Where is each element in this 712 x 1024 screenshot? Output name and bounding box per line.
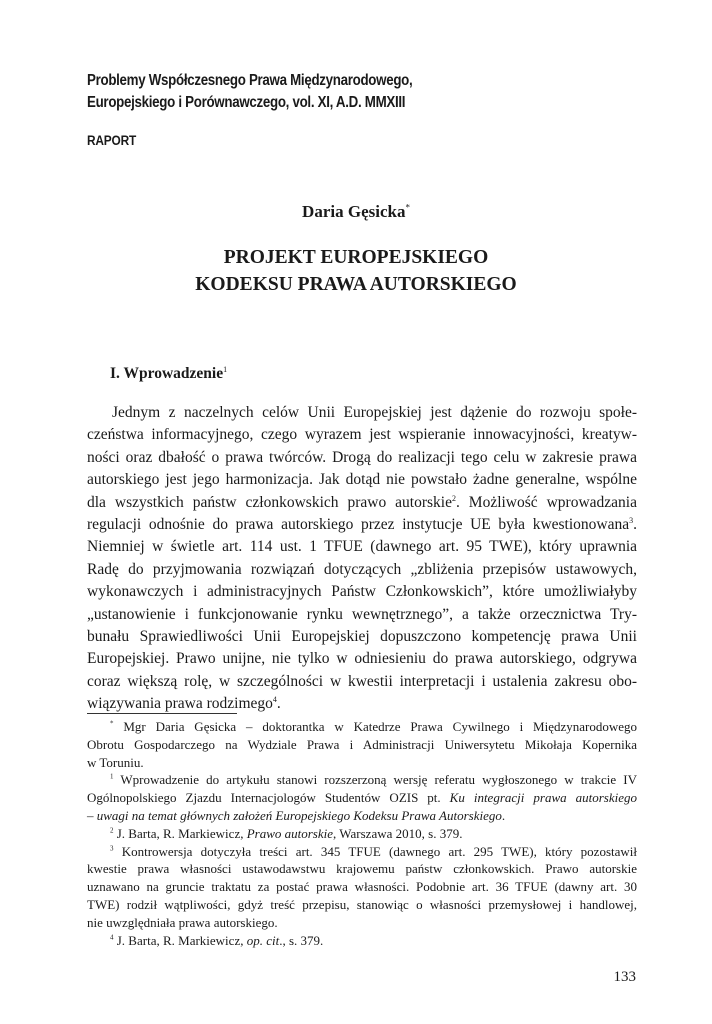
footnote-line: w Toruniu. bbox=[87, 754, 144, 770]
body-text: dla wszystkich państw członkowskich prawo autorskie bbox=[87, 493, 452, 511]
body-line bbox=[87, 514, 637, 536]
footnote-mark: 3 bbox=[110, 844, 114, 853]
body-line: coraz większą rolę, w szczególności w kwestii interpretacji i ustalenia zakresu obo- bbox=[87, 672, 637, 690]
footnote-line bbox=[87, 789, 637, 807]
footnote-line: Obrotu Gospodarczego na Wydziale Prawa i Administracji Uniwersytetu Mikołaja Kopernika bbox=[87, 736, 637, 752]
section-heading bbox=[110, 365, 227, 383]
footnote-line bbox=[87, 807, 637, 825]
page-number: 133 bbox=[613, 969, 636, 985]
body-text: . Możliwość wprowadzania bbox=[455, 493, 637, 511]
footnote-italic-text: op. cit bbox=[246, 932, 280, 948]
body-line: Jednym z naczelnych celów Unii Europejskiej jest dążenie do rozwoju społe- bbox=[112, 404, 637, 421]
footnote-mark: 2 bbox=[110, 826, 114, 835]
article-title-line-2: KODEKSU PRAWA AUTORSKIEGO bbox=[195, 274, 517, 295]
footnote-italic-text: – uwagi na temat głównych założeń Europejskiego Kodeksu Prawa Autorskiego bbox=[87, 807, 502, 823]
author-name bbox=[0, 202, 712, 222]
body-text: wiązywania prawa rodzimego bbox=[87, 695, 273, 713]
author-name-text: Daria Gęsicka bbox=[302, 202, 406, 221]
journal-header bbox=[87, 70, 646, 114]
footnote-text: Ogólnopolskiego Zjazdu Internacjologów Studentów OZIS pt. bbox=[87, 790, 450, 806]
footnote-line bbox=[87, 843, 637, 861]
footnote-ref-3: 3 bbox=[629, 515, 634, 525]
author-footnote-mark: * bbox=[405, 202, 410, 213]
footnotes bbox=[87, 718, 637, 949]
footnote-text: ., s. 379. bbox=[279, 932, 324, 948]
body-line: Niemniej w świetle art. 114 ust. 1 TFUE (dawnego art. 95 TWE), który uprawnia bbox=[87, 538, 637, 556]
journal-title-line-1: Problemy Współczesnego Prawa Międzynarodowego, bbox=[87, 72, 413, 89]
footnote-italic-text: Ku integracji prawa autorskiego bbox=[449, 790, 637, 806]
footnote-text: Mgr Daria Gęsicka – doktorantka w Katedrze Prawa Cywilnego i Międzynarodowego bbox=[113, 719, 637, 734]
footnote-text: Wprowadzenie do artykułu stanowi rozszerzoną wersję referatu wygłoszonego w trakcie IV bbox=[113, 772, 637, 788]
footnote-text: Kontrowersja dotyczyła treści art. 345 TFUE (dawnego art. 295 TWE), który pozostawił bbox=[113, 843, 637, 859]
section-footnote-mark: 1 bbox=[223, 365, 228, 374]
body-text: . bbox=[276, 695, 281, 713]
body-paragraph bbox=[87, 402, 637, 715]
footnote-italic-text: Prawo autorskie bbox=[246, 825, 334, 841]
footnote-ref-2: 2 bbox=[451, 493, 456, 503]
body-text: regulacji odnośnie do prawa autorskiego przez instytucje UE była kwestionowana bbox=[87, 515, 630, 533]
footnote-line bbox=[87, 771, 637, 789]
footnote-line bbox=[87, 718, 637, 736]
footnote-text: J. Barta, R. Markiewicz, bbox=[113, 825, 247, 841]
footnote-text: , Warszawa 2010, s. 379. bbox=[333, 825, 463, 841]
section-heading-text: I. Wprowadzenie bbox=[110, 365, 224, 383]
section-rubric: RAPORT bbox=[87, 133, 137, 148]
footnote-ref-4: 4 bbox=[272, 694, 277, 704]
body-line: Europejskiej. Prawo unijne, nie tylko w odniesieniu do prawa autorskiego, odgrywa bbox=[87, 650, 637, 668]
footnote-line bbox=[87, 932, 637, 950]
footnote-line: nie uwzględniała prawa autorskiego. bbox=[87, 914, 278, 930]
body-line: Radę do przyjmowania rozwiązań dotyczących „zbliżenia przepisów ustawowych, bbox=[87, 560, 637, 578]
body-line: autorskiego jest jego harmonizacja. Jak dotąd nie powstało żadne generalne, wspólne bbox=[87, 471, 637, 489]
body-text: . bbox=[633, 515, 637, 533]
body-line: „ustanowienie i funkcjonowanie rynku wewnętrznego”, a także orzecznictwa Try- bbox=[87, 605, 637, 623]
body-line: ności oraz dbałość o prawa twórców. Drogą do realizacji tego celu w zakresie prawa bbox=[87, 448, 637, 466]
footnote-line: TWE) rodził wątpliwości, gdyż treść przepisu, stanowiąc o własności przemysłowej i handlowej, bbox=[87, 896, 637, 912]
body-line: czeństwa informacyjnego, czego wyrazem jest wspieranie innowacyjności, kreatyw- bbox=[87, 426, 637, 444]
body-line bbox=[87, 492, 637, 514]
footnote-mark: 4 bbox=[110, 933, 114, 942]
article-title bbox=[0, 244, 712, 298]
article-title-line-1: PROJEKT EUROPEJSKIEGO bbox=[223, 247, 489, 268]
body-line: wykonawczych i administracyjnych Państw Członkowskich”, które umożliwiałyby bbox=[87, 583, 637, 601]
footnote-line: uznawano na gruncie traktatu za postać prawa własności. Podobnie art. 36 TFUE (dawny art. 30 bbox=[87, 879, 637, 895]
footnote-separator bbox=[87, 713, 237, 714]
footnote-text: . bbox=[501, 807, 506, 823]
footnote-mark: * bbox=[110, 719, 114, 728]
footnote-line: kwestie prawa własności ustawodawstwu krajowemu państw członkowskich. Prawo autorskie bbox=[87, 861, 637, 877]
footnote-line bbox=[87, 825, 637, 843]
journal-title-line-2: Europejskiego i Porównawczego, vol. XI, A.D. MMXIII bbox=[87, 94, 406, 111]
footnote-mark: 1 bbox=[110, 773, 114, 782]
footnote-text: J. Barta, R. Markiewicz, bbox=[113, 932, 247, 948]
body-line: bunału Sprawiedliwości Unii Europejskiej dopuszczono kompetencję prawa Unii bbox=[87, 627, 637, 645]
